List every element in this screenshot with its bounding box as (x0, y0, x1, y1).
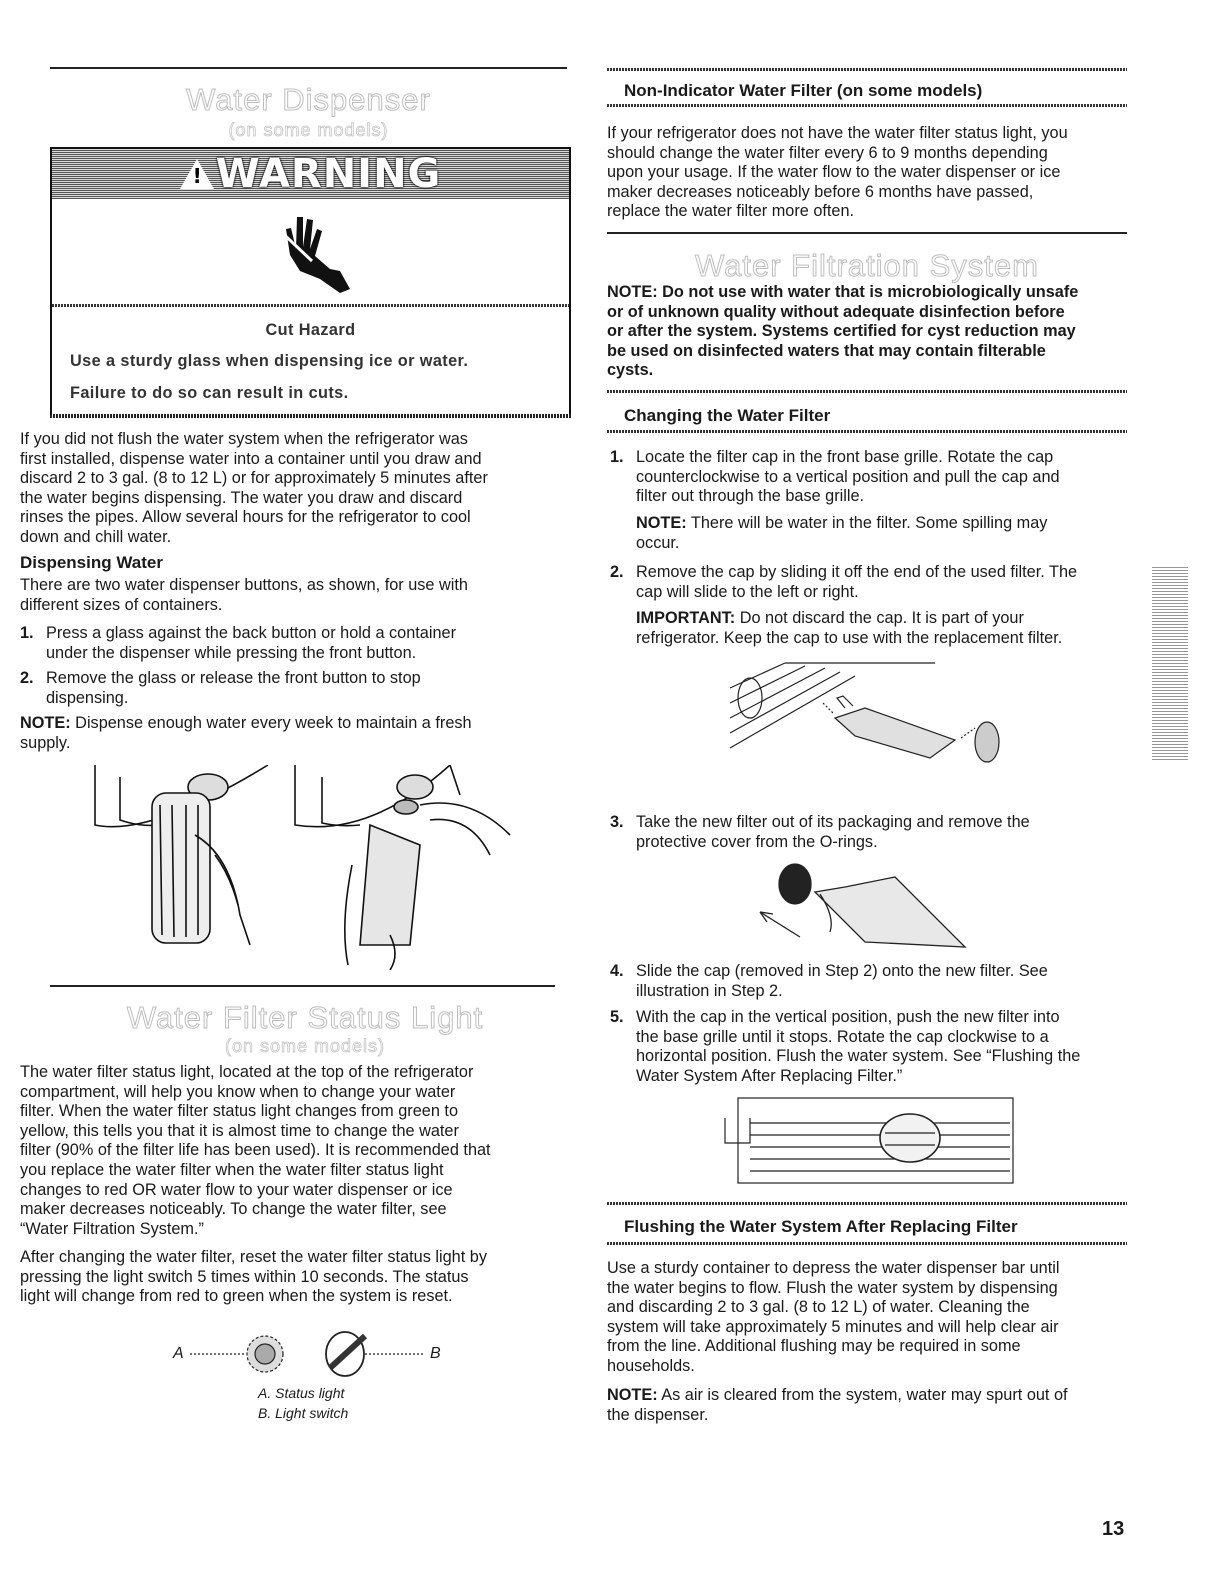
warning-triangle-icon (180, 159, 214, 189)
section-title-water-dispenser: Water Dispenser (186, 82, 431, 117)
changing-step-2: 2. Remove the cap by sliding it off the end of the used filter. The cap will slide to the left or right. (610, 563, 1078, 601)
dispensing-intro: There are two water dispenser buttons, as shown, for use with different sizes of containers. (20, 576, 468, 614)
section-rule (50, 985, 555, 987)
flushing-paragraph: Use a sturdy container to depress the water dispenser bar until the water begins to flow. Flush the water system by dispensing and discarding 2 to 3 gal. (8 to 12 L) of water. Cleaning the system will take approximately 5 minutes and will help clear air from the line. Additional flushing may be required in some households. (607, 1259, 1060, 1375)
flushing-note: NOTE: As air is cleared from the system, water may spurt out of the dispenser. (607, 1386, 1068, 1424)
heading-rule (607, 1242, 1127, 1245)
filtration-note: NOTE: Do not use with water that is microbiologically unsafe or of unknown quality without adequate disinfection before or after the system. Systems certified for cyst reduction may be used on disinfected waters that may contain filterable cysts. (607, 283, 1079, 380)
changing-step-5: 5. With the cap in the vertical position, push the new filter into the base grille until it stops. Rotate the cap clockwise to a horizontal position. Flush the water system. See “Flushing the Water System After Replacing Filter.” (610, 1008, 1081, 1085)
non-indicator-paragraph: If your refrigerator does not have the water filter status light, you should change the water filter every 6 to 9 months depending upon your usage. If the water flow to the water dispenser or ice maker decreases noticeably before 6 months have passed, replace the water filter more often. (607, 124, 1068, 221)
grille-illustration (720, 1093, 1020, 1188)
non-indicator-heading: Non-Indicator Water Filter (on some models) (624, 81, 983, 100)
changing-step-2-important: IMPORTANT: Do not discard the cap. It is part of your refrigerator. Keep the cap to use with the replacement filter. (636, 609, 1063, 647)
section-subtitle: (on some models) (224, 1036, 386, 1056)
heading-rule (607, 390, 1127, 393)
hazard-line-1: Use a sturdy glass when dispensing ice or water. (70, 352, 469, 370)
section-title-status-light: Water Filter Status Light (126, 1000, 484, 1035)
status-light-paragraph-2: After changing the water filter, reset the water filter status light by pressing the light switch 5 times within 10 seconds. The status light will change from red to green when the system is reset. (20, 1248, 487, 1306)
filter-removal-illustration (725, 658, 1015, 768)
side-tab-marker (1152, 565, 1188, 760)
dispensing-note: NOTE: Dispense enough water every week to maintain a fresh supply. (20, 714, 472, 752)
changing-heading: Changing the Water Filter (624, 406, 831, 425)
dispensing-step-2: 2. Remove the glass or release the front button to stop dispensing. (20, 669, 421, 707)
warning-divider (52, 304, 569, 307)
changing-step-1: 1. Locate the filter cap in the front base grille. Rotate the cap counterclockwise to a vertical position and pull the cap and filter out through the base grille. (610, 448, 1060, 506)
callout-label-a: A (173, 1345, 184, 1362)
hazard-title: Cut Hazard (265, 321, 356, 339)
caption-light-switch: B. Light switch (258, 1405, 349, 1421)
warning-box (50, 147, 571, 416)
section-subtitle: (on some models) (228, 120, 389, 140)
page-number: 13 (1102, 1518, 1125, 1540)
dispensing-step-1: 1. Press a glass against the back button or hold a container under the dispenser while pressing the front button. (20, 624, 456, 662)
dispensing-heading: Dispensing Water (20, 553, 163, 572)
new-filter-illustration (755, 862, 985, 957)
changing-step-1-note: NOTE: There will be water in the filter. Some spilling may occur. (636, 514, 1048, 552)
status-light-illustration (170, 1320, 460, 1385)
heading-rule (607, 104, 1127, 107)
heading-rule (607, 430, 1127, 433)
dispenser-illustration (90, 765, 530, 970)
changing-step-4: 4. Slide the cap (removed in Step 2) onto the new filter. See illustration in Step 2. (610, 962, 1048, 1000)
heading-rule (607, 1202, 1127, 1205)
callout-label-b: B (430, 1345, 441, 1362)
changing-step-3: 3. Take the new filter out of its packaging and remove the protective cover from the O-rings. (610, 813, 1030, 851)
flush-paragraph: If you did not flush the water system when the refrigerator was first installed, dispense water into a container until you draw and discard 2 to 3 gal. (8 to 12 L) or for approximately 5 minutes after the water begins dispensing. The water you draw and discard rinses the pipes. Allow several hours for the refrigerator to cool down and chill water. (20, 430, 488, 546)
section-rule (607, 232, 1127, 234)
section-title-filtration: Water Filtration System (695, 248, 1039, 283)
heading-rule (607, 68, 1127, 71)
section-rule (50, 67, 567, 69)
caption-status-light: A. Status light (258, 1385, 345, 1401)
hazard-line-2: Failure to do so can result in cuts. (70, 384, 349, 402)
cut-hand-icon (268, 211, 358, 295)
warning-label: WARNING (215, 151, 442, 197)
flushing-heading: Flushing the Water System After Replacing Filter (624, 1217, 1018, 1236)
status-light-paragraph-1: The water filter status light, located at the top of the refrigerator compartment, will help you know when to change your water filter. When the water filter status light changes from green to yellow, this tells you that it is almost time to change the water filter (90% of the filter life has been used). It is recommended that you replace the water filter when the water filter status light changes to red OR water flow to your water dispenser or ice maker decreases noticeably. To change the water filter, see “Water Filtration System.” (20, 1063, 491, 1238)
